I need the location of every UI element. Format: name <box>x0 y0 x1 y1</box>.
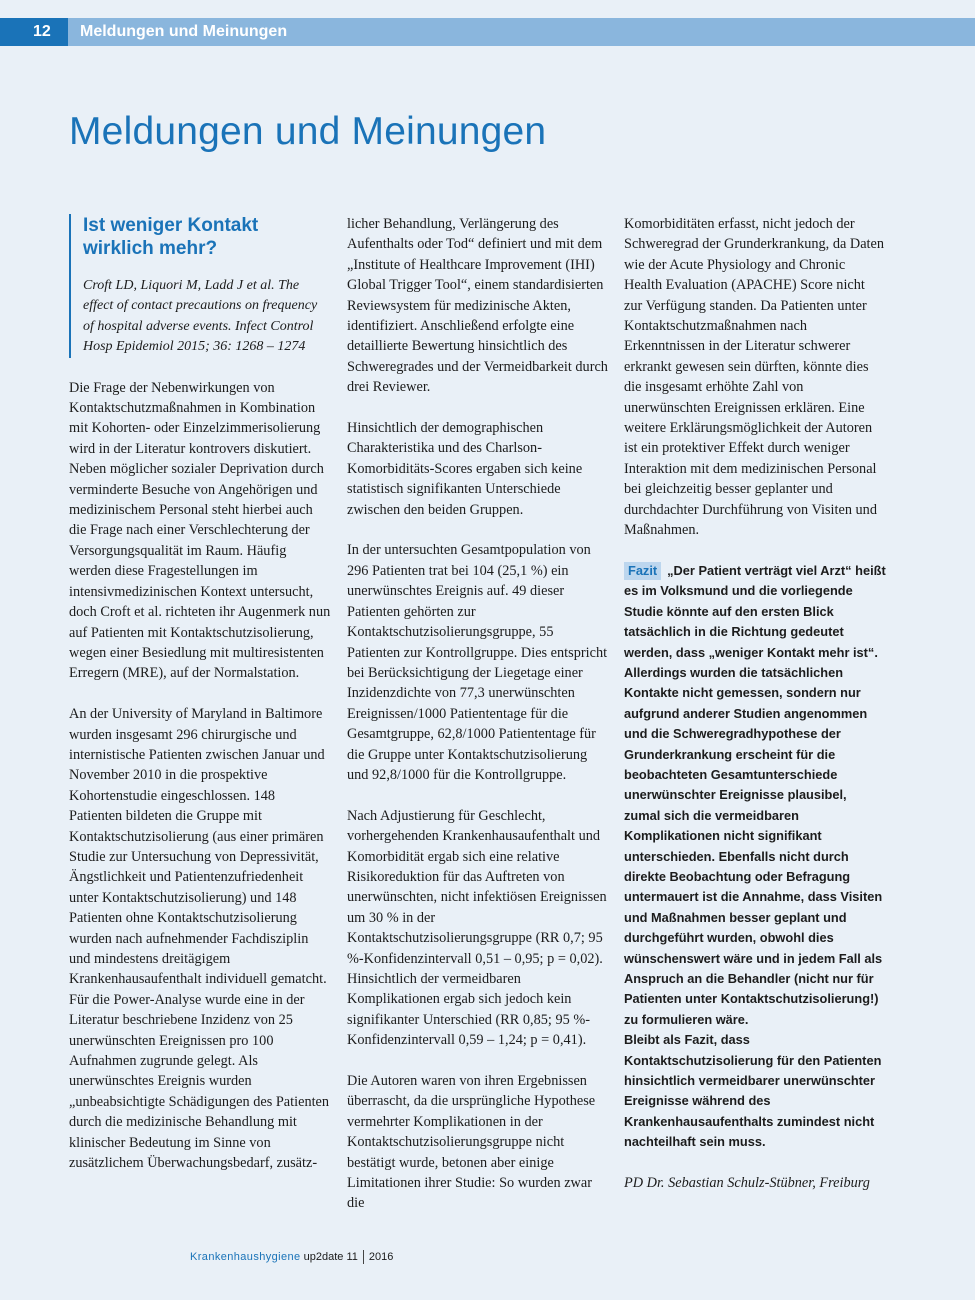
header-section-title: Meldungen und Meinungen <box>80 23 288 40</box>
paragraph: In der untersuchten Gesamtpopulation von 296 Patienten trat bei 104 (25,1 %) ein unerwünschtes Ereignis auf. 49 dieser Patienten gehörten zur Kontaktschutzisolierungsgruppe, 55 Patienten zur Kontrollgruppe. Dies entspricht bei Berücksichtigung der Liegetage einer Inzidenzdichte von 77,3 unerwünschten Ereignissen/1000 Patiententage für die Gesamtgruppe, 62,8/1000 Patiententage für die Gruppe unter Kontaktschutzisolierung und 92,8/1000 für die Kontrollgruppe. <box>347 542 608 783</box>
column-1 <box>69 214 331 1194</box>
citation: Croft LD, Liquori M, Ladd J et al. The effect of contact precautions on frequency of hospital adverse events. Infect Control Hosp Epidemiol 2015; 36: 1268 – 1274 <box>83 278 318 355</box>
fazit-conclusion: Bleibt als Fazit, dass Kontaktschutzisolierung für den Patienten hinsichtlich vermeidbarer unerwünschter Ereignisse während des Krankenhausaufenthalts zumindest nicht nachteilhaft sein muss. <box>624 1032 882 1150</box>
paragraph: Nach Adjustierung für Geschlecht, vorhergehenden Krankenhausaufenthalt und Komorbidität ergab sich eine relative Risikoreduktion für das Auftreten von unerwünschten, nicht infektiösen Ereignissen um 30 % in der Kontaktschutzisolierungsgruppe (RR 0,7; 95 %-Konfidenzintervall 0,51 – 0,95; p = 0,02). Hinsichtlich der vermeidbaren Komplikationen ergab sich jedoch kein signifikanter Unterschied (RR 0,85; 95 %-Konfidenzintervall 0,59 – 1,24; p = 0,41). <box>347 807 607 1049</box>
footer-year: 2016 <box>368 1250 394 1263</box>
footer-issue: up2date 11 <box>303 1250 358 1263</box>
header-bar <box>0 18 975 46</box>
paragraph: Hinsichtlich der demographischen Charakteristika und des Charlson-Komorbiditäts-Scores ergaben sich keine statistisch signifikanten Unterschiede zwischen den beiden Gruppen. <box>347 420 583 518</box>
paragraph: licher Behandlung, Verlängerung des Aufenthalts oder Tod“ definiert und mit dem „Institute of Healthcare Improvement (IHI) Global Trigger Tool“, einem standardisierten Reviewsystem für medizinische Akten, identifiziert. Anschließend erfolgte eine detaillierte Bewertung hinsichtlich des Schweregrades und der Vermeidbarkeit durch drei Reviewer. <box>347 216 608 396</box>
author-signature: PD Dr. Sebastian Schulz-Stübner, Freiburg <box>624 1175 870 1192</box>
reference-block <box>69 214 331 358</box>
paragraph: Die Frage der Nebenwirkungen von Kontaktschutzmaßnahmen in Kombination mit Kohorten- oder Einzelzimmerisolierung wird in der Literatur kontrovers diskutiert. Neben möglicher sozialer Deprivation durch verminderte Besuche von Angehörigen und medizinischem Personal steht hierbei auch die Frage nach einer Verschlechterung der Versorgungsqualität im Raum. Häufig werden diese Fragestellungen im intensivmedizinischen Kontext untersucht, doch Croft et al. richteten ihr Augenmerk nun auf Patienten mit Kontaktschutzisolierung, wegen einer Besiedlung mit multiresistenten Erregern (MRE), auf der Normalstation. <box>69 379 331 682</box>
fazit-paragraph <box>624 561 886 1030</box>
paragraph: An der University of Maryland in Baltimore wurden insgesamt 296 chirurgische und internistische Patienten zwischen Januar und November 2010 in die prospektive Kohortenstudie eingeschlossen. 148 Patienten bildeten die Gruppe mit Kontaktschutzisolierung (aus einer primären Studie zur Untersuchung von Depressivität, Ängstlichkeit und Patientenzufriedenheit unter Kontaktschutzisolierung) und 148 Patienten ohne Kontaktschutzisolierung wurden nach aufnehmender Fachdisziplin und mindestens dreitägigem Krankenhausaufenthalt individuell gematcht. Für die Power-Analyse wurde eine in der Literatur beschriebene Inzidenz von 25 unerwünschten Ereignissen pro 100 Aufnahmen zugrunde gelegt. Als unerwünschtes Ereignis wurden „unbeabsichtigte Schädigungen des Patienten durch die medizinische Behandlung mit klinischer Bedeutung im Sinne von zusätzlichem Überwachungsbedarf, zusätz- <box>69 706 330 1172</box>
page-footer <box>190 1250 393 1264</box>
page-number: 12 <box>0 18 68 46</box>
page-title: Meldungen und Meinungen <box>69 110 547 153</box>
fazit-text: „Der Patient verträgt viel Arzt“ heißt es im Volksmund und die vorliegende Studie könnte auf den ersten Blick tatsächlich in die Richtung gedeutet werden, dass „weniger Kontakt mehr ist“. Allerdings wurden die tatsächlichen Kontakte nicht gemessen, sondern nur aufgrund anderer Studien angenommen und die Schweregradhypothese der Grunderkrankung erscheint für die beobachteten Gesamtunterschiede unerwünschter Ereignisse plausibel, zumal sich die vermeidbaren Komplikationen nicht signifikant unterschieden. Ebenfalls nicht durch direkte Beobachtung oder Befragung untermauert ist die Annahme, dass Visiten und Maßnahmen besser geplant und durchgeführt wurden, obwohl dies wünschenswert wäre und in jedem Fall als Anspruch an die Behandler (nicht nur für Patienten unter Kontaktschutzisolierung!) zu formulieren wäre. <box>624 562 886 1027</box>
footer-divider <box>363 1250 364 1264</box>
article-title: Ist weniger Kontakt wirklich mehr? <box>83 215 259 259</box>
footer-journal: Krankenhaushygiene <box>190 1250 301 1263</box>
column-3 <box>624 214 886 1193</box>
fazit-label: Fazit <box>624 562 661 580</box>
column-2 <box>347 214 609 1234</box>
paragraph: Die Autoren waren von ihren Ergebnissen überrascht, da die ursprüngliche Hypothese vermehrter Komplikationen in der Kontaktschutzisolierungsgruppe nicht bestätigt wurde, betonen aber einige Limitationen ihrer Studie: So wurden zwar die <box>347 1073 596 1212</box>
paragraph: Komorbiditäten erfasst, nicht jedoch der Schweregrad der Grunderkrankung, da Daten wie der Acute Physiology and Chronic Health Evaluation (APACHE) Score nicht zur Verfügung standen. Da Patienten unter Kontaktschutzmaßnahmen nach Erkenntnissen in der Literatur schwerer erkrankt gewesen sein dürften, könnte dies die insgesamt erhöhte Zahl von unerwünschten Ereignissen erklären. Eine weitere Erklärungsmöglichkeit der Autoren ist ein protektiver Effekt durch weniger Interaktion mit dem medizinischen Personal bei gleichzeitig besser geplanter und durchdachter Durchführung von Visiten und Maßnahmen. <box>624 216 885 539</box>
